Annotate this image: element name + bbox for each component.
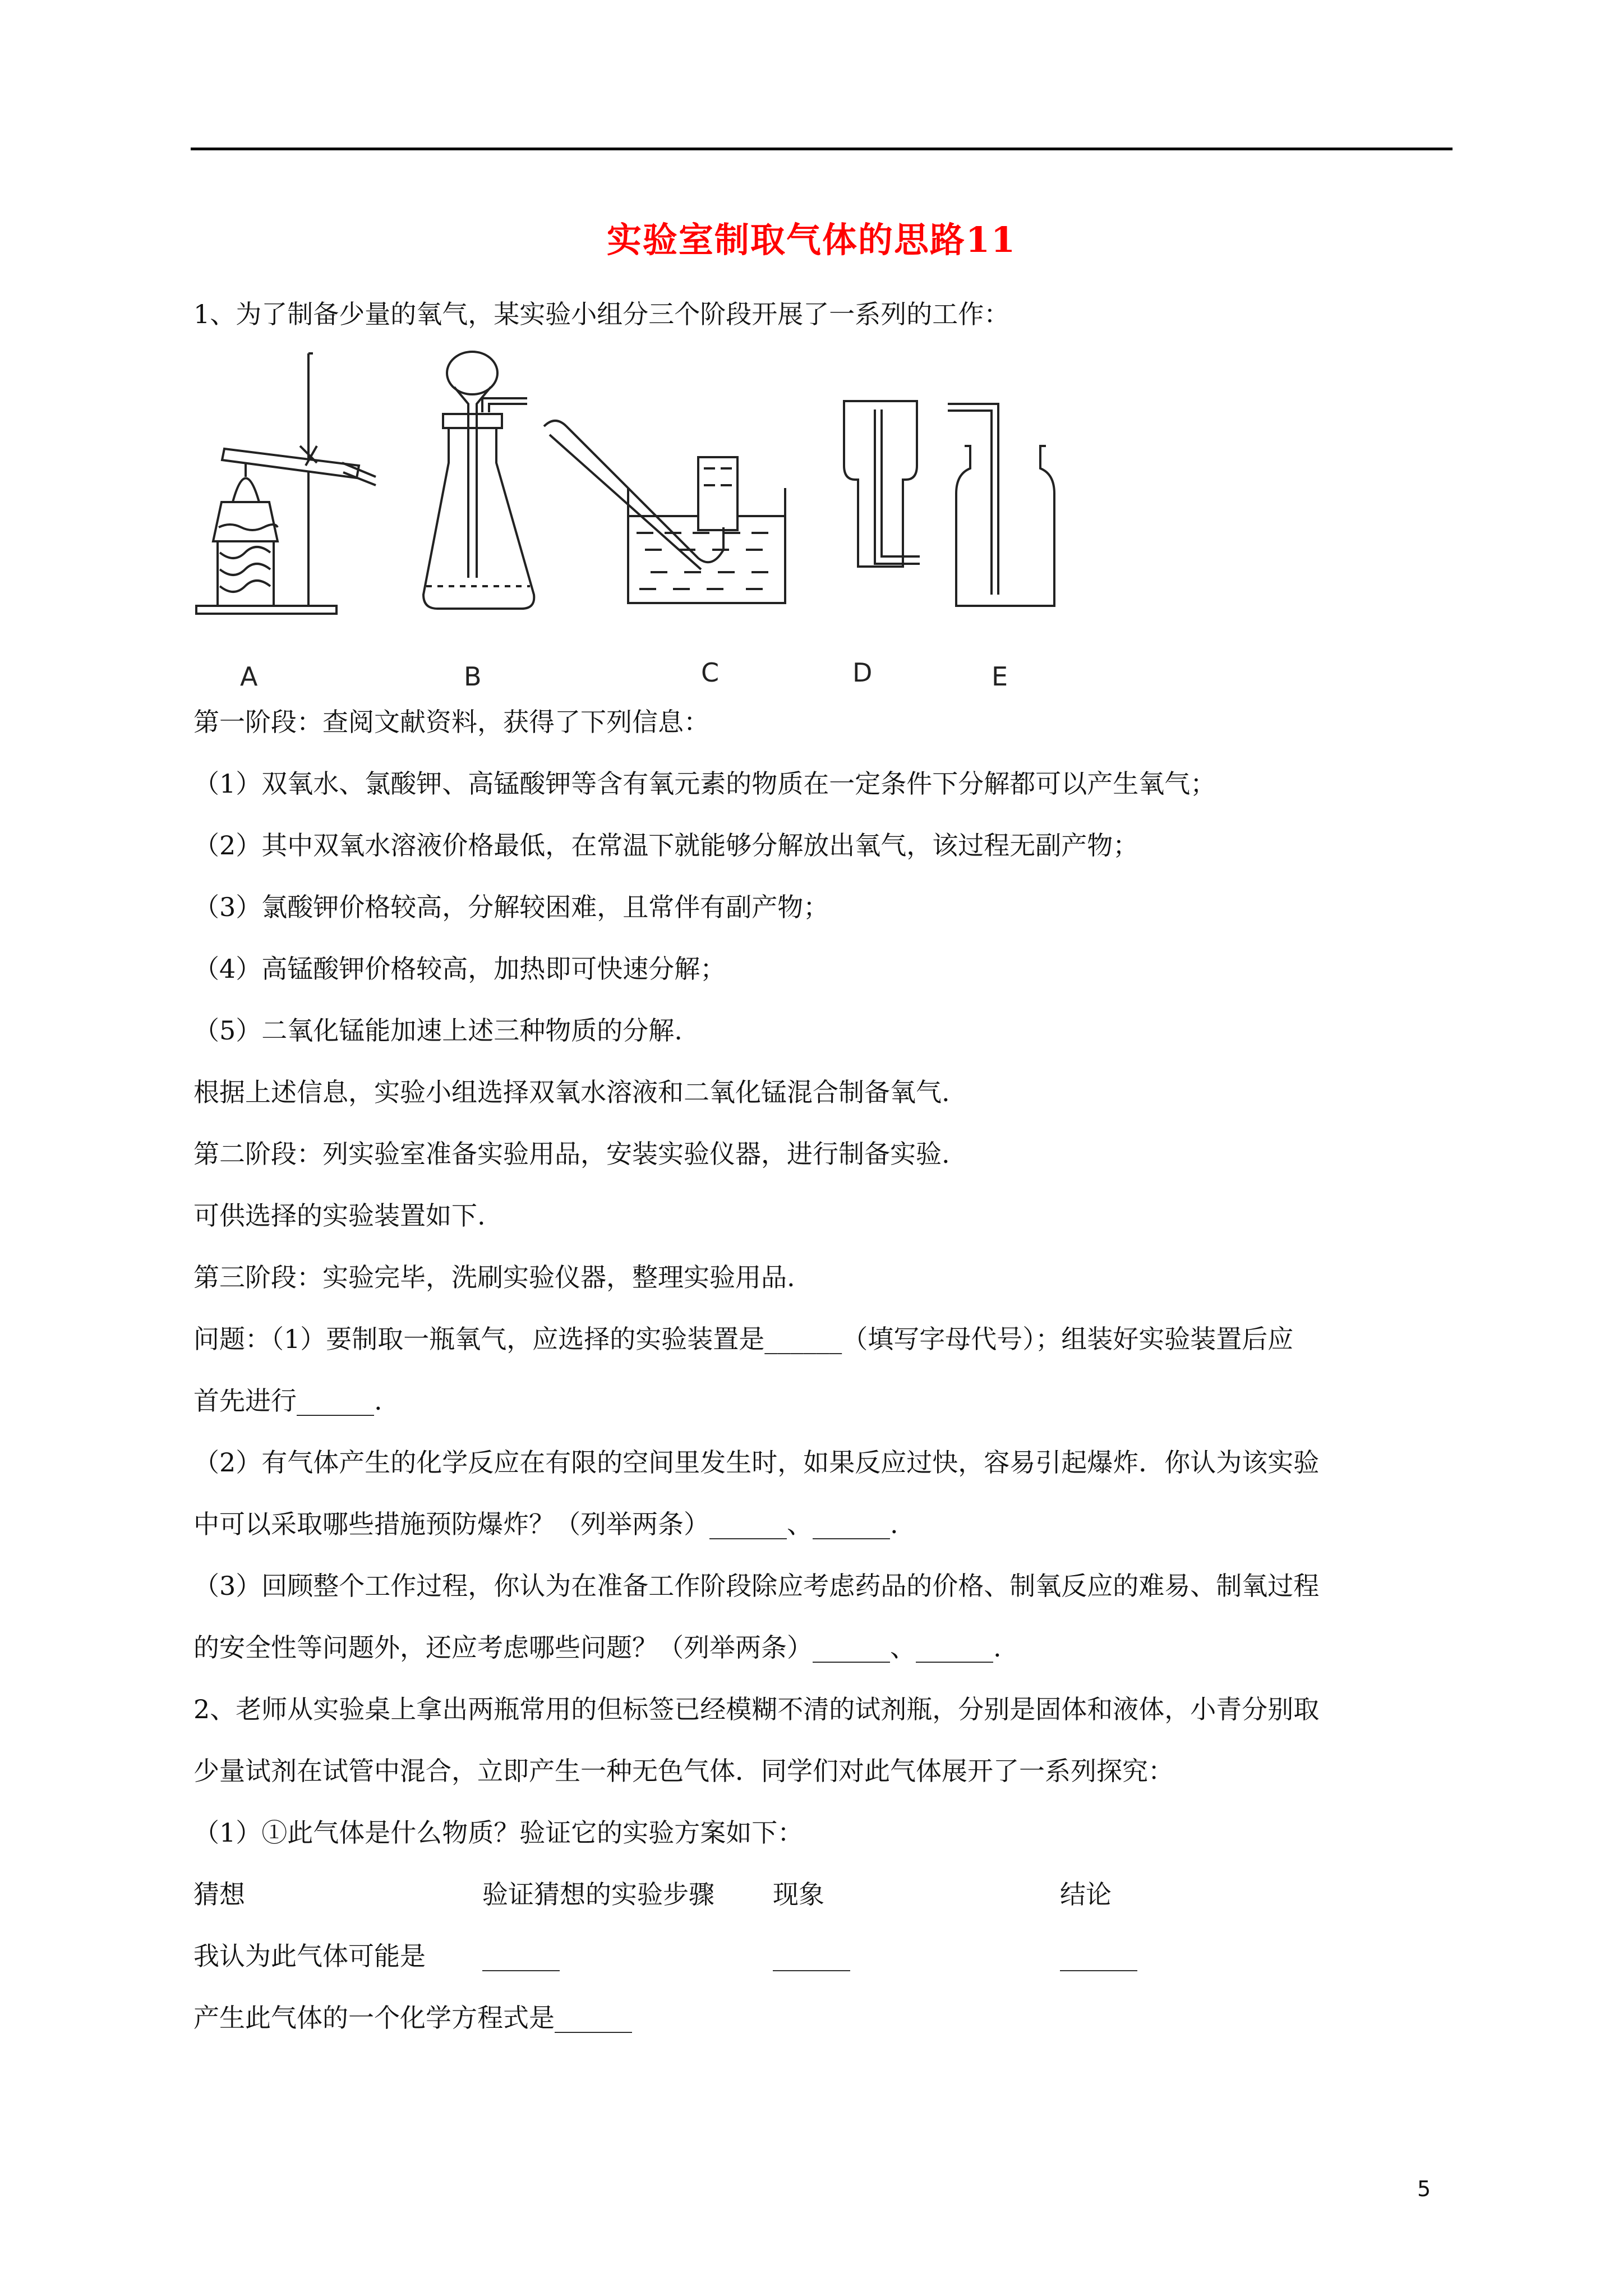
header-rule	[191, 148, 1453, 150]
info-item-1: （1）双氧水、氯酸钾、高锰酸钾等含有氧元素的物质在一定条件下分解都可以产生氧气；	[193, 769, 1216, 799]
question1-line1: 问题：（1）要制取一瓶氧气，应选择的实验装置是______（填写字母代号）；组装好实验装置后应	[193, 1324, 1294, 1354]
equation-line: 产生此气体的一个化学方程式是______	[193, 2003, 632, 2033]
info-item-5: （5）二氧化锰能加速上述三种物质的分解.	[193, 1015, 683, 1046]
info-item-3: （3）氯酸钾价格较高，分解较困难，且常伴有副产物；	[193, 892, 829, 922]
table-cell-steps-blank: ______	[482, 1941, 560, 1971]
q2-sub1: （1）①此气体是什么物质？验证它的实验方案如下：	[193, 1818, 804, 1848]
info-item-2: （2）其中双氧水溶液价格最低，在常温下就能够分解放出氧气，该过程无副产物；	[193, 830, 1139, 861]
question2-line1: （2）有气体产生的化学反应在有限的空间里发生时，如果反应过快，容易引起爆炸．你认为该实验	[193, 1447, 1320, 1478]
fig-label-b: B	[464, 661, 482, 692]
question2-line2: 中可以采取哪些措施预防爆炸？（列举两条）______、______.	[193, 1509, 898, 1539]
table-cell-guess: 我认为此气体可能是	[193, 1941, 426, 1971]
apparatus-b	[423, 352, 534, 609]
fig-label-e: E	[992, 661, 1008, 692]
fig-label-c: C	[701, 657, 720, 688]
fig-label-d: D	[852, 657, 873, 688]
page-number: 5	[1417, 2177, 1431, 2201]
apparatus-d	[844, 401, 920, 567]
apparatus-a	[196, 353, 376, 614]
page-title: 实验室制取气体的思路11	[606, 219, 1017, 260]
question3-line2: 的安全性等问题外，还应考虑哪些问题？（列举两条）______、______.	[193, 1632, 1002, 1663]
table-header-guess: 猜想	[193, 1879, 245, 1910]
apparatus-e	[948, 404, 1054, 606]
q2-intro-line2: 少量试剂在试管中混合，立即产生一种无色气体．同学们对此气体展开了一系列探究：	[193, 1756, 1174, 1786]
apparatus-figure	[191, 348, 1099, 701]
q2-intro-line1: 2、老师从实验桌上拿出两瓶常用的但标签已经模糊不清的试剂瓶，分别是固体和液体，小青分别取	[193, 1694, 1320, 1724]
question3-line1: （3）回顾整个工作过程，你认为在准备工作阶段除应考虑药品的价格、制氧反应的难易、制氧过程	[193, 1571, 1320, 1601]
fig-label-a: A	[240, 661, 258, 692]
question1-line2: 首先进行______.	[193, 1386, 382, 1416]
q1-intro: 1、为了制备少量的氧气，某实验小组分三个阶段开展了一系列的工作：	[193, 299, 1010, 329]
stage2-text: 第二阶段：列实验室准备实验用品，安装实验仪器，进行制备实验.	[193, 1139, 950, 1169]
table-cell-conclusion-blank: ______	[1060, 1941, 1137, 1971]
info-item-4: （4）高锰酸钾价格较高，加热即可快速分解；	[193, 954, 726, 984]
devices-text: 可供选择的实验装置如下.	[193, 1200, 486, 1231]
stage1-text: 第一阶段：查阅文献资料，获得了下列信息：	[193, 707, 709, 737]
choice-text: 根据上述信息，实验小组选择双氧水溶液和二氧化锰混合制备氧气.	[193, 1077, 950, 1107]
table-header-conclusion: 结论	[1060, 1879, 1112, 1910]
table-header-phenomenon: 现象	[773, 1879, 824, 1910]
apparatus-c	[544, 421, 785, 603]
stage3-text: 第三阶段：实验完毕，洗刷实验仪器，整理实验用品.	[193, 1262, 795, 1292]
table-cell-phenomenon-blank: ______	[773, 1941, 850, 1971]
table-header-steps: 验证猜想的实验步骤	[482, 1879, 714, 1910]
